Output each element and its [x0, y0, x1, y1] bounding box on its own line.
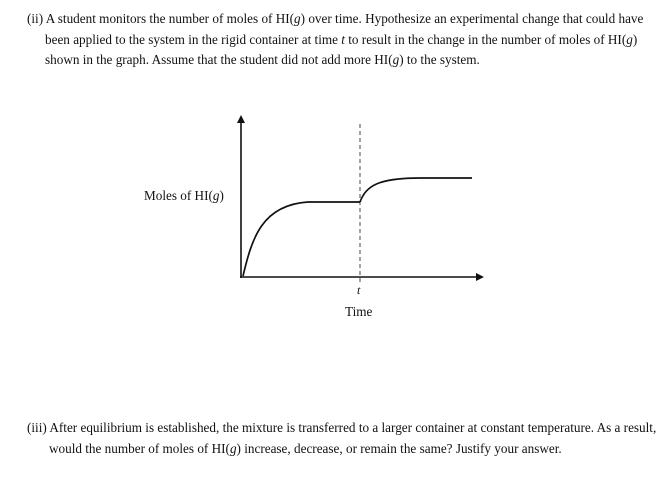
question-ii-text-d: ) shown in the graph. Assume that the student did not add more HI( [45, 31, 638, 67]
question-iii-text [27, 418, 657, 459]
event-marker-label: t [357, 283, 361, 297]
question-ii-part-label: (ii) [27, 11, 44, 26]
y-axis-label-g: g [212, 188, 220, 203]
question-ii-text-b: ) over time. Hypothesize an experimental change that could have been applied to the system in the rigid container at time [45, 11, 644, 47]
x-axis-label: Time [345, 304, 373, 319]
question-ii-time-t: t [341, 31, 345, 47]
question-ii-text-c: to result in the change in the number of moles of HI( [344, 31, 627, 47]
y-axis-label-suffix: ) [219, 188, 224, 203]
question-ii-g1: g [294, 11, 301, 26]
question-iii-g1: g [229, 440, 237, 456]
y-axis-label [144, 188, 224, 204]
question-ii-text-a: A student monitors the number of moles of HI( [45, 11, 295, 26]
question-ii-text-e: ) to the system. [399, 52, 480, 67]
moles-hi-curve-after-t [360, 178, 472, 202]
y-axis-label-prefix: Moles of HI( [144, 188, 213, 203]
moles-hi-curve-before-t [243, 202, 360, 276]
question-ii-g2: g [626, 31, 633, 47]
question-ii-g3: g [392, 52, 400, 67]
question-iii-text-b: ) increase, decrease, or remain the same? Justify your answer. [236, 440, 562, 456]
question-iii-text-a: After equilibrium is established, the mixture is transferred to a larger container at constant temperature. As a result, would the number of moles of HI( [49, 420, 657, 456]
question-iii-part-label: (iii) [27, 420, 47, 435]
